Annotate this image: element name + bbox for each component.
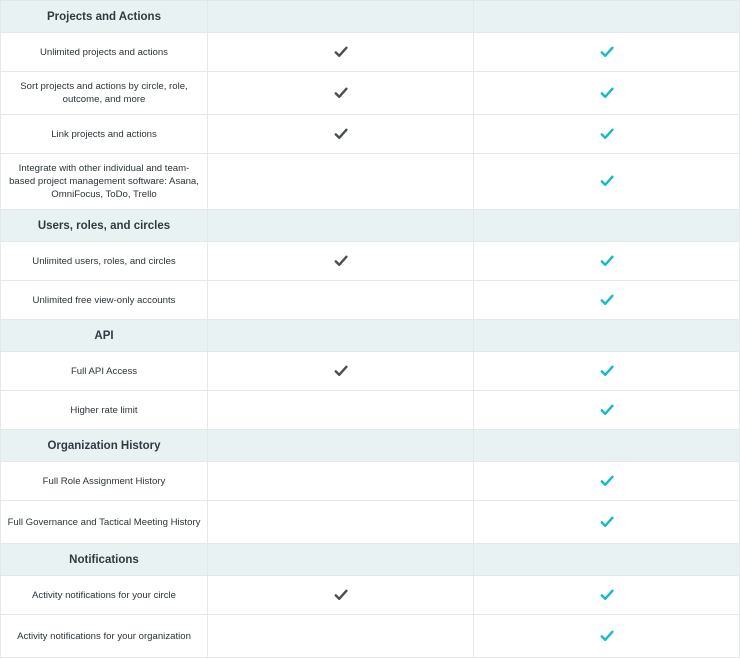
basic-cell <box>208 462 474 501</box>
feature-label: Full Governance and Tactical Meeting History <box>1 501 208 544</box>
section-title: Notifications <box>1 544 208 576</box>
premium-cell <box>474 576 740 615</box>
basic-cell <box>208 501 474 544</box>
feature-row <box>1 501 740 544</box>
basic-cell <box>208 210 474 242</box>
section-row-api <box>1 320 740 352</box>
check-icon <box>600 364 614 378</box>
feature-row <box>1 72 740 115</box>
premium-cell <box>474 391 740 430</box>
premium-cell <box>474 430 740 462</box>
section-row-notifications <box>1 544 740 576</box>
feature-row <box>1 281 740 320</box>
feature-label: Activity notifications for your organization <box>1 615 208 658</box>
feature-row <box>1 33 740 72</box>
premium-cell <box>474 210 740 242</box>
feature-label: Sort projects and actions by circle, role, outcome, and more <box>1 72 208 115</box>
premium-cell <box>474 115 740 154</box>
feature-label: Higher rate limit <box>1 391 208 430</box>
feature-label: Unlimited projects and actions <box>1 33 208 72</box>
check-icon <box>600 45 614 59</box>
premium-cell <box>474 501 740 544</box>
check-icon <box>600 474 614 488</box>
premium-cell <box>474 72 740 115</box>
check-icon <box>600 86 614 100</box>
check-icon <box>600 293 614 307</box>
basic-cell <box>208 242 474 281</box>
premium-cell <box>474 33 740 72</box>
check-icon <box>600 174 614 188</box>
basic-cell <box>208 281 474 320</box>
section-row-users-roles-circles <box>1 210 740 242</box>
feature-row <box>1 115 740 154</box>
premium-cell <box>474 281 740 320</box>
basic-cell <box>208 430 474 462</box>
feature-label: Full API Access <box>1 352 208 391</box>
check-icon <box>600 515 614 529</box>
check-icon <box>334 45 348 59</box>
premium-cell <box>474 242 740 281</box>
feature-row <box>1 352 740 391</box>
premium-cell <box>474 320 740 352</box>
check-icon <box>600 127 614 141</box>
check-icon <box>334 254 348 268</box>
section-title: Users, roles, and circles <box>1 210 208 242</box>
premium-cell <box>474 615 740 658</box>
section-title: API <box>1 320 208 352</box>
basic-cell <box>208 576 474 615</box>
feature-label: Unlimited users, roles, and circles <box>1 242 208 281</box>
check-icon <box>600 588 614 602</box>
feature-label: Unlimited free view-only accounts <box>1 281 208 320</box>
basic-cell <box>208 72 474 115</box>
feature-label: Activity notifications for your circle <box>1 576 208 615</box>
feature-label: Integrate with other individual and team-based project management software: Asana, OmniFocus, ToDo, Trello <box>1 154 208 210</box>
check-icon <box>600 254 614 268</box>
check-icon <box>334 364 348 378</box>
basic-cell <box>208 115 474 154</box>
basic-cell <box>208 154 474 210</box>
premium-cell <box>474 1 740 33</box>
basic-cell <box>208 320 474 352</box>
premium-cell <box>474 352 740 391</box>
feature-label: Full Role Assignment History <box>1 462 208 501</box>
section-title: Organization History <box>1 430 208 462</box>
premium-cell <box>474 154 740 210</box>
premium-cell <box>474 462 740 501</box>
feature-row <box>1 242 740 281</box>
feature-row <box>1 576 740 615</box>
basic-cell <box>208 391 474 430</box>
section-title: Projects and Actions <box>1 1 208 33</box>
premium-cell <box>474 544 740 576</box>
comparison-rows <box>1 1 740 658</box>
section-row-projects-and-actions <box>1 1 740 33</box>
basic-cell <box>208 352 474 391</box>
feature-row <box>1 462 740 501</box>
feature-row <box>1 154 740 210</box>
feature-label: Link projects and actions <box>1 115 208 154</box>
basic-cell <box>208 33 474 72</box>
check-icon <box>600 403 614 417</box>
check-icon <box>600 629 614 643</box>
feature-row <box>1 391 740 430</box>
section-row-organization-history <box>1 430 740 462</box>
check-icon <box>334 127 348 141</box>
basic-cell <box>208 1 474 33</box>
basic-cell <box>208 615 474 658</box>
check-icon <box>334 86 348 100</box>
feature-row <box>1 615 740 658</box>
basic-cell <box>208 544 474 576</box>
check-icon <box>334 588 348 602</box>
